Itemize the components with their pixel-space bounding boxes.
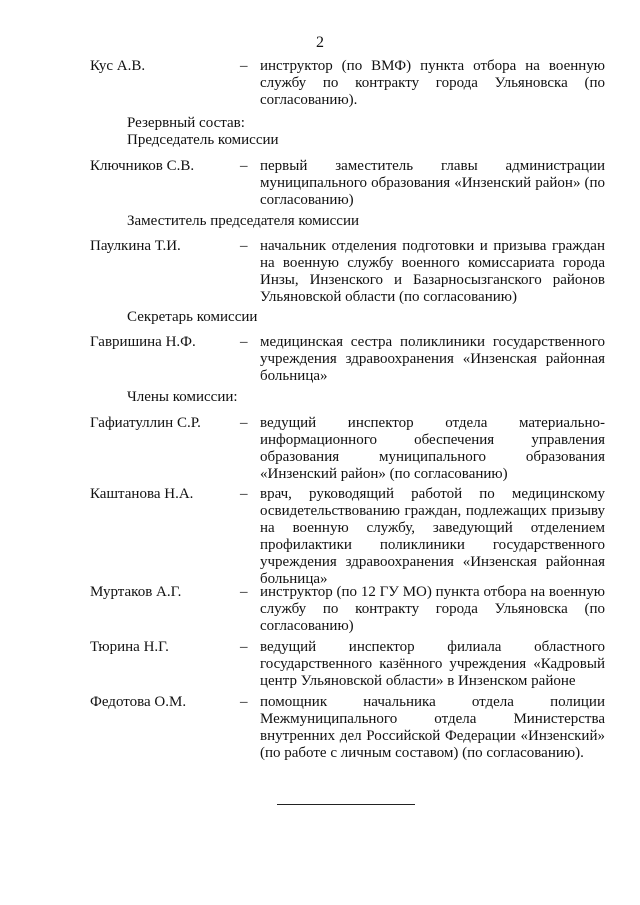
dash-separator: – xyxy=(240,158,248,174)
member-role: ведущий инспектор филиала областного государственного казённого учреждения «Кадровый центр Ульяновской области» в Инзенском районе xyxy=(260,639,605,689)
member-role: начальник отделения подготовки и призыва граждан на военную службу военного комиссариата города Инзы, Инзенского и Базарносызганского районов Ульяновской области (по согласованию) xyxy=(260,238,605,305)
member-name: Паулкина Т.И. xyxy=(90,238,181,254)
dash-separator: – xyxy=(240,584,248,600)
dash-separator: – xyxy=(240,58,248,74)
dash-separator: – xyxy=(240,238,248,254)
closing-rule xyxy=(277,804,415,805)
dash-separator: – xyxy=(240,639,248,655)
members-heading: Члены комиссии: xyxy=(127,389,238,405)
member-role: первый заместитель главы администрации муниципального образования «Инзенский район» (по согласованию) xyxy=(260,158,605,208)
member-role: инструктор (по 12 ГУ МО) пункта отбора на военную службу по контракту города Ульяновска (по согласованию) xyxy=(260,584,605,634)
dash-separator: – xyxy=(240,415,248,431)
dash-separator: – xyxy=(240,694,248,710)
member-name: Гафиатуллин С.Р. xyxy=(90,415,201,431)
dash-separator: – xyxy=(240,334,248,350)
member-name: Тюрина Н.Г. xyxy=(90,639,169,655)
member-role: медицинская сестра поликлиники государственного учреждения здравоохранения «Инзенская районная больница» xyxy=(260,334,605,384)
member-name: Гавришина Н.Ф. xyxy=(90,334,196,350)
secretary-heading: Секретарь комиссии xyxy=(127,309,258,325)
deputy-heading: Заместитель председателя комиссии xyxy=(127,213,360,229)
member-role: помощник начальника отдела полиции Межмуниципального отдела Министерства внутренних дел Российской Федерации «Инзенский» (по работе с личным составом) (по согласованию). xyxy=(260,694,605,761)
member-role: ведущий инспектор отдела материально-информационного обеспечения управления образования муниципального образования «Инзенский район» (по согласованию) xyxy=(260,415,605,482)
member-name: Муртаков А.Г. xyxy=(90,584,182,600)
member-role: инструктор (по ВМФ) пункта отбора на военную службу по контракту города Ульяновска (по согласованию). xyxy=(260,58,605,108)
member-name: Ключников С.В. xyxy=(90,158,195,174)
page-number: 2 xyxy=(316,34,324,51)
member-name: Кус А.В. xyxy=(90,58,146,74)
member-name: Каштанова Н.А. xyxy=(90,486,194,502)
reserve-heading: Резервный состав: xyxy=(127,115,245,131)
member-name: Федотова О.М. xyxy=(90,694,187,710)
member-role: врач, руководящий работой по медицинскому освидетельствованию граждан, подлежащих призыву на военную службу, заведующий отделением профилактики поликлиники государственного учреждения здравоохранения «Инзенская районная больница» xyxy=(260,486,605,587)
chair-heading: Председатель комиссии xyxy=(127,132,279,148)
dash-separator: – xyxy=(240,486,248,502)
